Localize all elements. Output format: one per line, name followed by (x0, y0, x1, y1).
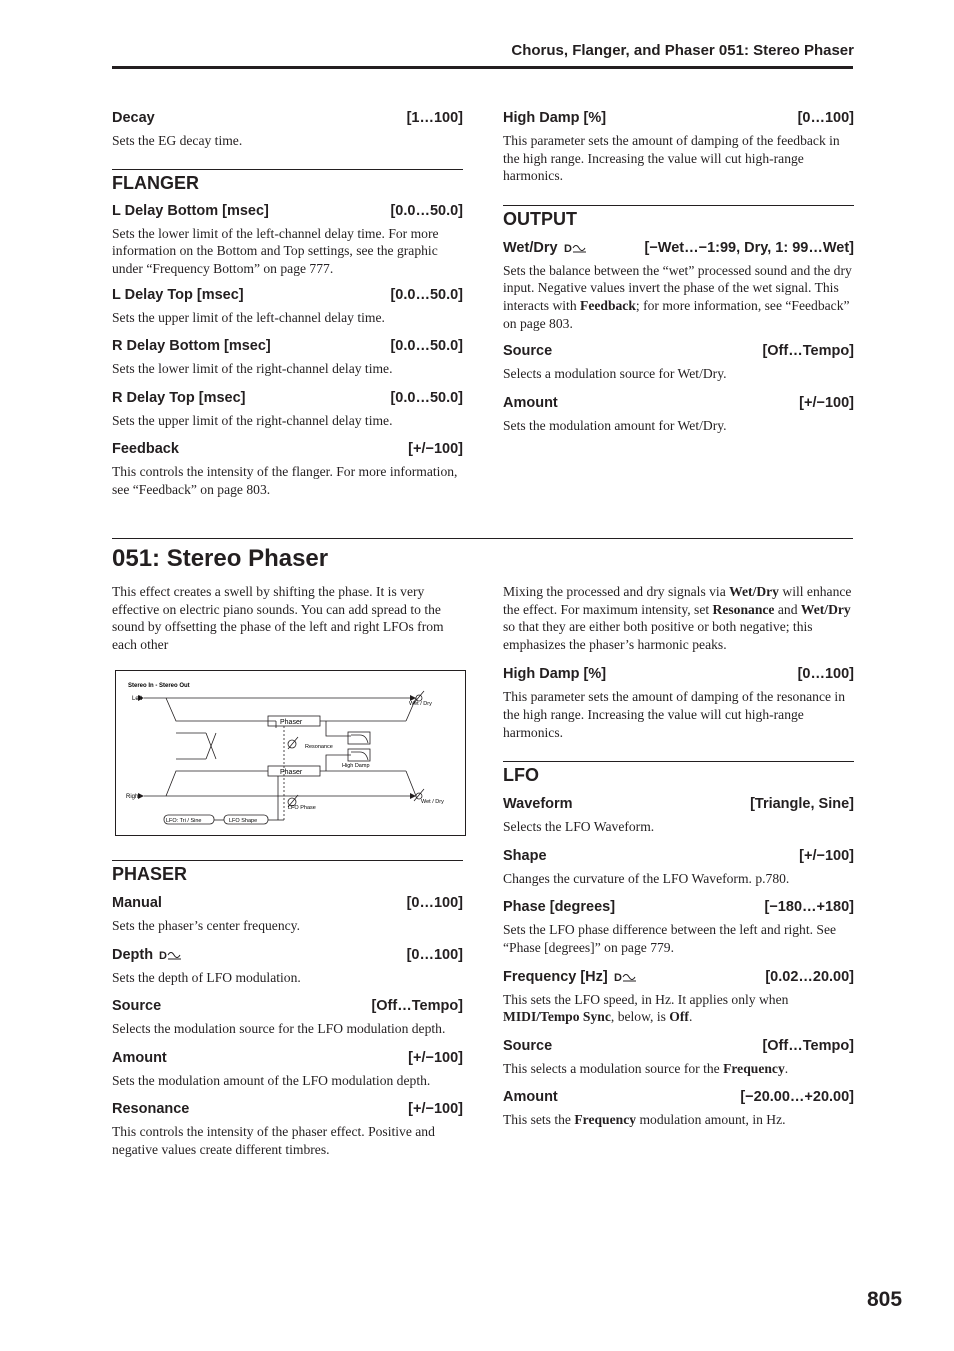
right-column-bottom (503, 583, 854, 1129)
param-range: [Off…Tempo] (762, 1037, 854, 1054)
param-desc: Sets the modulation amount for Wet/Dry. (503, 417, 727, 433)
param-range: [−180…+180] (764, 899, 854, 916)
param-range: [+/−100] (799, 394, 854, 411)
diagram-svg (116, 671, 465, 835)
section-heading-flanger: FLANGER (112, 169, 463, 194)
param-range: [0…100] (797, 110, 854, 126)
param-name: Source (503, 343, 553, 360)
label-right: Right (126, 794, 141, 800)
param-name: Source (112, 998, 162, 1015)
param-l-delay-bottom (112, 202, 463, 220)
param-desc: Sets the phaser’s center frequency. (112, 918, 300, 933)
param-phaser-amount (112, 1049, 463, 1067)
param-l-delay-top (112, 286, 463, 304)
param-name: Shape (503, 847, 547, 864)
param-range: [Off…Tempo] (762, 343, 854, 360)
param-name: High Damp [%] (503, 666, 607, 683)
header-rule (112, 66, 853, 69)
section-heading-lfo: LFO (503, 761, 854, 786)
param-desc: Sets the depth of LFO modulation. (112, 969, 301, 985)
label-wet-dry-top: Wet / Dry (409, 701, 432, 707)
param-range: [Triangle, Sine] (750, 796, 854, 813)
param-desc: Sets the modulation amount of the LFO modulation depth. (112, 1072, 431, 1088)
param-desc: This sets the LFO speed, in Hz. It applies only when MIDI/Tempo Sync, below, is Off. (503, 991, 789, 1025)
param-name: R Delay Top [msec] (112, 389, 246, 406)
param-lfo-source (503, 1037, 854, 1055)
stereo-phaser-diagram (115, 670, 466, 836)
param-range: [0…100] (406, 946, 463, 963)
label-left: Left (132, 696, 143, 702)
param-range: [+/−100] (799, 847, 854, 864)
label-lfo-phase: LFO Phase (288, 805, 316, 811)
param-wd-source (503, 342, 854, 360)
param-range: [Off…Tempo] (371, 998, 463, 1015)
param-range: [0…100] (797, 666, 854, 683)
param-range: [−Wet…−1:99, Dry, 1: 99…Wet] (644, 239, 854, 256)
label-lfo-shape: LFO Shape (229, 818, 258, 824)
param-name: Wet/Dry (503, 239, 558, 256)
param-desc: This controls the intensity of the phaser effect. Positive and negative values create different timbres. (112, 1124, 435, 1157)
param-desc: Sets the lower limit of the right-channel delay time. (112, 360, 393, 376)
param-waveform (503, 795, 854, 813)
param-name: Resonance (112, 1101, 190, 1118)
param-name: Amount (503, 1089, 558, 1106)
param-wd-amount (503, 394, 854, 412)
svg-text:D: D (159, 949, 168, 961)
param-lfo-amount (503, 1088, 854, 1106)
page-number: 805 (867, 1288, 903, 1311)
mixing-text: Mixing the processed and dry signals via Wet/Dry will enhance the effect. For maximum intensity, set Resonance and Wet/Dry so that they are either both positive or both negative; this emphasizes the phaser’s harmonic peaks. (503, 584, 852, 652)
param-desc: Selects the modulation source for the LFO modulation depth. (112, 1021, 446, 1037)
param-name: Amount (112, 1049, 167, 1066)
param-feedback (112, 440, 463, 458)
param-desc: Selects the LFO Waveform. (503, 819, 655, 835)
param-name: Manual (112, 895, 162, 911)
param-desc: This selects a modulation source for the Frequency. (503, 1060, 789, 1076)
param-desc: Sets the lower limit of the left-channel delay time. For more information on the Bottom and Top settings, see the graphic under “Frequency Bottom” on page 777. (112, 225, 439, 276)
param-range: [0.02…20.00] (765, 968, 854, 985)
title-rule (112, 538, 853, 539)
label-wet-dry-bottom: Wet / Dry (421, 799, 444, 805)
param-phaser-source (112, 997, 463, 1015)
param-desc: This parameter sets the amount of damping of the resonance in the high range. Increasing the value will cut high-range harmonics. (503, 689, 846, 740)
page-title: 051: Stereo Phaser (112, 545, 329, 572)
param-desc: Sets the balance between the “wet” processed sound and the dry input. Negative values invert the phase of the wet signal. This interacts with Feedback; for more information, see “Feedback” on page 803. (503, 262, 852, 331)
diagram-title: Stereo In - Stereo Out (128, 683, 190, 689)
right-column-top (503, 109, 854, 434)
param-name: Depth (112, 946, 154, 963)
param-range: [0.0…50.0] (390, 202, 463, 219)
param-decay (112, 109, 463, 127)
param-resonance (112, 1100, 463, 1118)
label-phaser-bottom: Phaser (280, 769, 303, 776)
label-lfo-type: LFO: Tri / Sine (166, 818, 202, 824)
param-range: [0.0…50.0] (390, 389, 463, 406)
param-name: R Delay Bottom [msec] (112, 337, 271, 354)
param-manual (112, 894, 463, 912)
dmod-icon (564, 242, 588, 254)
param-phase (503, 898, 854, 916)
param-range: [+/−100] (408, 1049, 463, 1066)
param-wet-dry (503, 239, 854, 257)
param-desc: This parameter sets the amount of damping of the feedback in the high range. Increasing the value will cut high-range harmonics. (503, 133, 840, 184)
param-r-delay-bottom (112, 337, 463, 355)
param-name: Amount (503, 394, 558, 411)
param-r-delay-top (112, 389, 463, 407)
param-desc: Changes the curvature of the LFO Waveform. p.780. (503, 870, 790, 886)
param-name: High Damp [%] (503, 110, 607, 126)
section-heading-phaser: PHASER (112, 860, 463, 885)
left-column-top (112, 109, 463, 498)
param-name: L Delay Bottom [msec] (112, 202, 269, 219)
param-shape (503, 847, 854, 865)
param-name: L Delay Top [msec] (112, 287, 244, 304)
label-resonance: Resonance (305, 744, 333, 750)
param-desc: Selects a modulation source for Wet/Dry. (503, 366, 727, 382)
param-desc: This sets the Frequency modulation amount, in Hz. (503, 1112, 786, 1128)
dmod-icon (159, 949, 183, 961)
param-range: [+/−100] (408, 1101, 463, 1118)
param-name: Source (503, 1037, 553, 1054)
label-phaser-top: Phaser (280, 719, 303, 726)
param-name: Decay (112, 110, 155, 126)
param-desc: Sets the upper limit of the left-channel delay time. (112, 310, 385, 326)
param-name: Phase [degrees] (503, 899, 616, 916)
param-frequency (503, 968, 854, 986)
param-high-damp-2 (503, 665, 854, 683)
param-range: [0.0…50.0] (390, 337, 463, 354)
param-high-damp (503, 109, 854, 127)
section-heading-output: OUTPUT (503, 205, 854, 230)
param-name: Frequency [Hz] (503, 968, 608, 985)
param-range: [0…100] (406, 895, 463, 911)
param-range: [0.0…50.0] (390, 287, 463, 304)
label-high-damp: High Damp (342, 763, 370, 769)
dmod-icon (614, 971, 638, 983)
left-column-bottom (112, 583, 463, 653)
svg-text:D: D (563, 242, 572, 254)
param-desc: This controls the intensity of the flanger. For more information, see “Feedback” on page 803. (112, 464, 458, 497)
phaser-section (112, 860, 463, 1159)
param-range: [1…100] (406, 110, 463, 126)
param-depth (112, 946, 463, 964)
intro-text: This effect creates a swell by shifting the phase. It is very effective on electric piano sounds. You can add spread to the sound by offsetting the phase of the left and right LFOs from each other (112, 584, 444, 652)
param-desc: Sets the EG decay time. (112, 133, 243, 148)
param-desc: Sets the upper limit of the right-channel delay time. (112, 412, 393, 428)
svg-text:D: D (613, 971, 622, 983)
param-range: [+/−100] (408, 441, 463, 458)
param-desc: Sets the LFO phase difference between the left and right. See “Phase [degrees]” on page 779. (503, 922, 837, 955)
param-range: [−20.00…+20.00] (740, 1089, 854, 1106)
running-header: Chorus, Flanger, and Phaser 051: Stereo Phaser (511, 42, 854, 59)
param-name: Feedback (112, 441, 179, 458)
param-name: Waveform (503, 796, 573, 813)
